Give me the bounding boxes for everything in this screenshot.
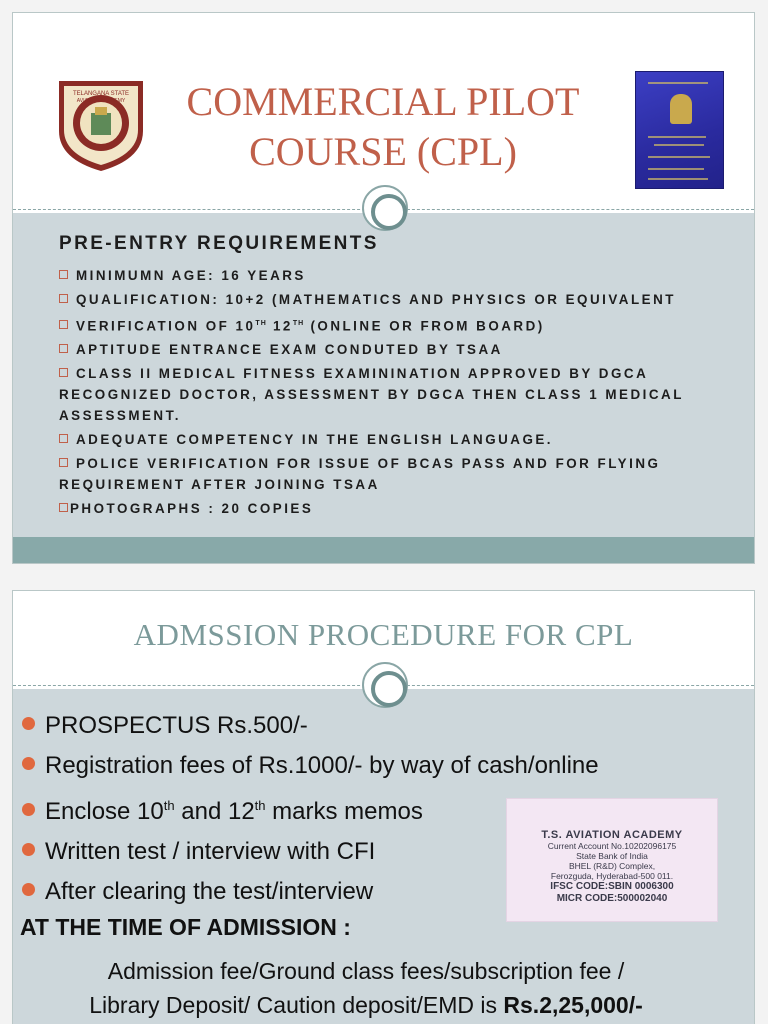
- stamp-ifsc: IFSC CODE:SBIN 0006300: [550, 881, 674, 892]
- checkbox-bullet-icon: [59, 344, 68, 353]
- circle-ring-icon: [362, 185, 408, 231]
- list-item: CLASS II MEDICAL FITNESS EXAMININATION APPROVED BY DGCA RECOGNIZED DOCTOR, ASSESSMENT BY DGCA THEN CLASS 1 MEDICAL ASSESSMENT.: [59, 366, 684, 424]
- orange-dot-bullet-icon: [22, 717, 35, 730]
- passport-text-line: [654, 144, 704, 146]
- page-title: [153, 77, 613, 177]
- list-item: APTITUDE ENTRANCE EXAM CONDUTED BY TSAA: [59, 339, 739, 360]
- list-item: After clearing the test/interview: [22, 872, 672, 912]
- checkbox-bullet-icon: [59, 368, 68, 377]
- list-item: POLICE VERIFICATION FOR ISSUE OF BCAS PASS AND FOR FLYING REQUIREMENT AFTER JOINING TSAA: [59, 456, 661, 493]
- requirements-list: [59, 265, 739, 522]
- stamp-branch: BHEL (R&D) Complex,: [568, 861, 656, 871]
- passport-text-line: [648, 178, 708, 180]
- list-item: MINIMUMN AGE: 16 YEARS: [59, 265, 739, 286]
- stamp-account: Current Account No.10202096175: [547, 841, 677, 851]
- fees-line-2: Library Deposit/ Caution deposit/EMD is Rs.2,25,000/-: [89, 992, 643, 1018]
- list-item: Written test / interview with CFI: [22, 832, 672, 872]
- passport-text-line: [648, 168, 704, 170]
- orange-dot-bullet-icon: [22, 883, 35, 896]
- list-item: ADEQUATE COMPETENCY IN THE ENGLISH LANGUAGE.: [59, 429, 739, 450]
- telangana-seal-icon: [53, 73, 149, 173]
- orange-dot-bullet-icon: [22, 803, 35, 816]
- list-item: QUALIFICATION: 10+2 (MATHEMATICS AND PHYSICS OR EQUIVALENT: [59, 289, 739, 310]
- orange-dot-bullet-icon: [22, 843, 35, 856]
- slide1-footer-bar: [13, 537, 754, 564]
- passport-icon: [635, 71, 724, 189]
- seal-text-line2: AVIATION ACADEMY: [76, 98, 126, 104]
- fees-amount: Rs.2,25,000/-: [503, 992, 643, 1018]
- title-line-2: COURSE (CPL): [249, 129, 517, 174]
- stamp-address: Ferozguda, Hyderabad-500 011.: [550, 871, 674, 881]
- list-item: Enclose 10th and 12th marks memos: [22, 786, 672, 832]
- list-item: VERIFICATION OF 10TH 12TH (ONLINE OR FROM BOARD): [59, 313, 739, 336]
- requirements-heading: PRE-ENTRY REQUIREMENTS: [59, 233, 379, 254]
- stamp-name: T.S. AVIATION ACADEMY: [541, 829, 683, 841]
- passport-text-line: [648, 82, 708, 84]
- bank-details-stamp: [506, 798, 718, 922]
- checkbox-bullet-icon: [59, 320, 68, 329]
- circle-ring-icon: [362, 662, 408, 708]
- fees-line-1: Admission fee/Ground class fees/subscription fee /: [107, 958, 625, 984]
- slide1-header: [13, 13, 754, 209]
- checkbox-bullet-icon: [59, 503, 68, 512]
- orange-dot-bullet-icon: [22, 757, 35, 770]
- emblem-icon: [670, 94, 692, 124]
- stamp-micr: MICR CODE:500002040: [556, 893, 668, 904]
- seal-text-line1: TELANGANA STATE: [72, 91, 130, 97]
- admission-title: ADMSSION PROCEDURE FOR CPL: [133, 617, 634, 652]
- checkbox-bullet-icon: [59, 434, 68, 443]
- passport-text-line: [648, 156, 710, 158]
- passport-text-line: [648, 136, 706, 138]
- stamp-bank: State Bank of India: [576, 851, 648, 861]
- slide-cpl-requirements: [12, 12, 755, 564]
- checkbox-bullet-icon: [59, 270, 68, 279]
- checkbox-bullet-icon: [59, 458, 68, 467]
- list-item: Registration fees of Rs.1000/- by way of cash/online: [22, 746, 672, 786]
- admission-fees-text: [46, 954, 686, 1022]
- checkbox-bullet-icon: [59, 294, 68, 303]
- list-item: PROSPECTUS Rs.500/-: [22, 706, 672, 746]
- title-line-1: COMMERCIAL PILOT: [186, 79, 580, 124]
- list-item: PHOTOGRAPHS : 20 COPIES: [59, 498, 739, 519]
- admission-time-heading: AT THE TIME OF ADMISSION :: [20, 914, 351, 940]
